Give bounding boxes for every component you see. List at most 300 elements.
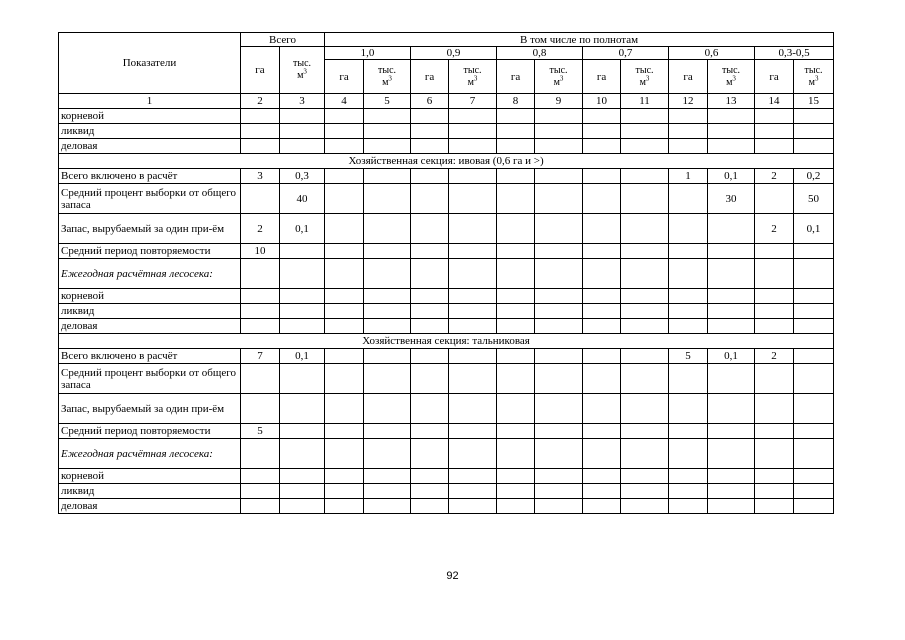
row-label: корневой xyxy=(59,469,241,484)
table-cell xyxy=(708,484,755,499)
table-cell xyxy=(794,349,834,364)
table-cell xyxy=(241,499,280,514)
table-cell: 0,1 xyxy=(280,349,325,364)
table-cell xyxy=(535,364,583,394)
table-cell xyxy=(755,469,794,484)
table-cell xyxy=(449,304,497,319)
table-cell xyxy=(794,109,834,124)
table-cell xyxy=(535,394,583,424)
table-cell xyxy=(280,319,325,334)
unit-m-label: м xyxy=(553,76,560,88)
unit-vol-label: тыс. xyxy=(722,64,741,76)
table-cell xyxy=(708,439,755,469)
table-cell xyxy=(325,304,364,319)
table-cell xyxy=(325,469,364,484)
table-cell xyxy=(364,319,411,334)
table-cell xyxy=(411,439,449,469)
table-cell xyxy=(325,184,364,214)
table-cell xyxy=(364,349,411,364)
unit-m-label: м xyxy=(639,76,646,88)
table-cell xyxy=(411,484,449,499)
table-cell xyxy=(621,109,669,124)
table-row xyxy=(59,349,834,364)
table-cell xyxy=(241,304,280,319)
total-header: Всего xyxy=(241,33,325,47)
density-group-header: 0,3-0,5 xyxy=(755,47,834,60)
density-ha-header: га xyxy=(497,60,535,94)
table-cell xyxy=(621,424,669,439)
table-cell xyxy=(755,319,794,334)
table-cell xyxy=(497,124,535,139)
table-cell xyxy=(535,319,583,334)
table-cell xyxy=(411,304,449,319)
table-row xyxy=(59,424,834,439)
density-ha-header: га xyxy=(755,60,794,94)
density-ha-header: га xyxy=(411,60,449,94)
column-number: 10 xyxy=(583,94,621,109)
table-cell xyxy=(364,364,411,394)
table-cell xyxy=(621,499,669,514)
density-vol-header xyxy=(535,60,583,94)
table-cell xyxy=(794,289,834,304)
table-row xyxy=(59,214,834,244)
table-cell xyxy=(497,304,535,319)
table-cell xyxy=(325,484,364,499)
row-label: Средний период повторяемости xyxy=(59,424,241,439)
table-cell xyxy=(708,394,755,424)
column-number-row xyxy=(59,94,834,109)
indicators-header: Показатели xyxy=(59,33,241,94)
table-cell xyxy=(280,469,325,484)
table-cell xyxy=(364,424,411,439)
table-cell xyxy=(497,319,535,334)
density-vol-header xyxy=(364,60,411,94)
table-cell xyxy=(449,139,497,154)
table-cell xyxy=(497,349,535,364)
table-cell xyxy=(669,424,708,439)
table-cell xyxy=(411,499,449,514)
table-cell xyxy=(621,124,669,139)
total-ha-header: га xyxy=(241,47,280,94)
table-cell xyxy=(621,484,669,499)
table-cell xyxy=(583,469,621,484)
table-cell: 7 xyxy=(241,349,280,364)
table-cell xyxy=(497,184,535,214)
unit-m-sup: 3 xyxy=(732,74,736,83)
table-cell xyxy=(621,244,669,259)
table-cell xyxy=(411,139,449,154)
density-ha-header: га xyxy=(669,60,708,94)
table-cell xyxy=(449,109,497,124)
unit-m-label: м xyxy=(808,76,815,88)
section-row xyxy=(59,154,834,169)
table-cell xyxy=(669,439,708,469)
table-row xyxy=(59,499,834,514)
table-cell xyxy=(669,109,708,124)
table-cell xyxy=(755,364,794,394)
table-cell xyxy=(583,439,621,469)
unit-vol-label: тыс. xyxy=(463,64,482,76)
table-cell xyxy=(535,289,583,304)
table-cell xyxy=(497,424,535,439)
table-row xyxy=(59,394,834,424)
unit-vol-label: тыс. xyxy=(292,58,312,69)
table-cell xyxy=(325,394,364,424)
unit-m-sup: 3 xyxy=(645,74,650,83)
table-cell xyxy=(583,394,621,424)
unit-m-sup: 3 xyxy=(814,74,819,83)
table-cell xyxy=(364,214,411,244)
table-cell xyxy=(280,124,325,139)
table-row xyxy=(59,319,834,334)
column-number: 2 xyxy=(241,94,280,109)
table-row xyxy=(59,469,834,484)
unit-vol-label: тыс. xyxy=(549,64,568,76)
table-cell xyxy=(325,109,364,124)
table-cell xyxy=(755,424,794,439)
table-row xyxy=(59,169,834,184)
table-cell xyxy=(583,484,621,499)
table-cell xyxy=(669,214,708,244)
table-cell xyxy=(497,109,535,124)
table-cell: 0,2 xyxy=(794,169,834,184)
table-cell xyxy=(325,319,364,334)
table-cell xyxy=(364,484,411,499)
table-cell xyxy=(669,319,708,334)
table-cell xyxy=(497,289,535,304)
table-cell: 2 xyxy=(241,214,280,244)
table-cell xyxy=(411,244,449,259)
table-row xyxy=(59,124,834,139)
table-cell xyxy=(449,364,497,394)
table-cell xyxy=(280,424,325,439)
column-number: 15 xyxy=(794,94,834,109)
table-cell: 2 xyxy=(755,349,794,364)
table-cell xyxy=(449,319,497,334)
table-cell xyxy=(755,124,794,139)
table-cell xyxy=(583,424,621,439)
row-label: Средний период повторяемости xyxy=(59,244,241,259)
table-cell xyxy=(411,424,449,439)
table-cell xyxy=(325,499,364,514)
row-label: Ежегодная расчётная лесосека: xyxy=(59,439,241,469)
table-cell xyxy=(535,304,583,319)
table-cell xyxy=(241,259,280,289)
table-cell xyxy=(794,319,834,334)
table-cell xyxy=(583,214,621,244)
total-vol-header xyxy=(280,47,325,94)
table-cell xyxy=(583,109,621,124)
table-cell xyxy=(794,259,834,289)
table-cell xyxy=(497,439,535,469)
table-cell xyxy=(449,439,497,469)
table-cell xyxy=(708,124,755,139)
density-vol-header xyxy=(621,60,669,94)
table-cell xyxy=(280,364,325,394)
density-ha-header: га xyxy=(325,60,364,94)
table-cell xyxy=(669,304,708,319)
table-cell xyxy=(449,214,497,244)
table-cell xyxy=(241,484,280,499)
density-group-header: 0,9 xyxy=(411,47,497,60)
table-cell xyxy=(794,439,834,469)
table-cell xyxy=(794,304,834,319)
table-cell xyxy=(583,124,621,139)
table-cell: 2 xyxy=(755,214,794,244)
table-cell xyxy=(280,499,325,514)
table-cell xyxy=(794,364,834,394)
unit-vol-label: тыс. xyxy=(635,64,654,76)
table-cell xyxy=(535,259,583,289)
table-cell xyxy=(755,184,794,214)
table-cell xyxy=(280,289,325,304)
row-label: ликвид xyxy=(59,484,241,499)
table-cell xyxy=(794,124,834,139)
table-cell xyxy=(755,484,794,499)
table-cell: 10 xyxy=(241,244,280,259)
table-cell xyxy=(325,424,364,439)
table-cell xyxy=(755,304,794,319)
table-cell xyxy=(583,364,621,394)
table-cell xyxy=(621,214,669,244)
row-label: Запас, вырубаемый за один при-ём xyxy=(59,394,241,424)
table-cell xyxy=(280,259,325,289)
table-cell xyxy=(364,139,411,154)
table-cell xyxy=(708,214,755,244)
table-cell xyxy=(364,469,411,484)
table-cell xyxy=(708,319,755,334)
column-number: 7 xyxy=(449,94,497,109)
table-cell xyxy=(669,259,708,289)
table-cell xyxy=(535,184,583,214)
table-cell xyxy=(411,319,449,334)
table-cell xyxy=(497,484,535,499)
table-cell xyxy=(241,439,280,469)
table-cell xyxy=(708,364,755,394)
unit-vol-label: тыс. xyxy=(378,64,397,76)
row-label: корневой xyxy=(59,289,241,304)
table-cell xyxy=(669,499,708,514)
table-cell: 0,1 xyxy=(708,349,755,364)
density-ha-header: га xyxy=(583,60,621,94)
table-cell xyxy=(325,244,364,259)
table-cell xyxy=(325,124,364,139)
header-row-1 xyxy=(59,33,834,47)
section-title: Хозяйственная секция: ивовая (0,6 га и >) xyxy=(59,154,834,169)
density-group-header: 0,7 xyxy=(583,47,669,60)
table-cell xyxy=(241,394,280,424)
table-cell xyxy=(669,469,708,484)
table-cell xyxy=(755,394,794,424)
table-row xyxy=(59,289,834,304)
table-cell xyxy=(497,364,535,394)
table-cell xyxy=(621,184,669,214)
table-row xyxy=(59,304,834,319)
by-density-header: В том числе по полнотам xyxy=(325,33,834,47)
table-cell xyxy=(794,499,834,514)
table-cell xyxy=(364,304,411,319)
unit-m-label: м xyxy=(726,76,733,88)
table-cell xyxy=(535,124,583,139)
table-cell xyxy=(535,499,583,514)
table-cell xyxy=(621,259,669,289)
table-cell xyxy=(411,124,449,139)
table-cell xyxy=(364,124,411,139)
unit-m-sup: 3 xyxy=(559,74,564,83)
table-cell xyxy=(325,364,364,394)
table-cell xyxy=(669,289,708,304)
table-cell xyxy=(325,439,364,469)
column-number: 14 xyxy=(755,94,794,109)
row-label: Всего включено в расчёт xyxy=(59,349,241,364)
table-cell xyxy=(708,289,755,304)
unit-m-label: м xyxy=(297,70,304,81)
table-cell xyxy=(449,499,497,514)
column-number: 3 xyxy=(280,94,325,109)
table-cell xyxy=(411,394,449,424)
table-cell xyxy=(708,259,755,289)
table-cell xyxy=(497,214,535,244)
table-cell xyxy=(411,289,449,304)
table-cell xyxy=(449,289,497,304)
table-cell xyxy=(669,244,708,259)
table-cell xyxy=(411,214,449,244)
table-cell xyxy=(325,349,364,364)
table-cell: 5 xyxy=(241,424,280,439)
table-cell xyxy=(364,244,411,259)
table-cell xyxy=(621,349,669,364)
table-cell xyxy=(794,139,834,154)
table-cell xyxy=(280,139,325,154)
table-cell xyxy=(449,259,497,289)
column-number: 11 xyxy=(621,94,669,109)
table-cell xyxy=(583,244,621,259)
table-cell xyxy=(794,394,834,424)
table-cell: 40 xyxy=(280,184,325,214)
row-label: деловая xyxy=(59,499,241,514)
row-label: ликвид xyxy=(59,304,241,319)
section-title: Хозяйственная секция: тальниковая xyxy=(59,334,834,349)
table-cell xyxy=(669,484,708,499)
table-cell xyxy=(755,289,794,304)
table-cell: 0,1 xyxy=(794,214,834,244)
column-number: 6 xyxy=(411,94,449,109)
table-cell xyxy=(755,439,794,469)
table-cell xyxy=(364,109,411,124)
table-cell xyxy=(583,349,621,364)
table-cell xyxy=(535,109,583,124)
table-cell xyxy=(241,289,280,304)
table-cell xyxy=(535,169,583,184)
table-cell xyxy=(583,304,621,319)
table-cell xyxy=(583,259,621,289)
row-label: деловая xyxy=(59,139,241,154)
table-cell xyxy=(708,109,755,124)
table-cell xyxy=(669,364,708,394)
table-cell xyxy=(280,439,325,469)
table-cell xyxy=(621,289,669,304)
table-cell xyxy=(449,124,497,139)
table-cell xyxy=(583,319,621,334)
row-label: корневой xyxy=(59,109,241,124)
table-row xyxy=(59,439,834,469)
table-cell xyxy=(708,499,755,514)
table-cell xyxy=(449,394,497,424)
table-cell xyxy=(364,289,411,304)
table-cell xyxy=(449,484,497,499)
table-cell xyxy=(535,439,583,469)
table-cell xyxy=(621,319,669,334)
table-cell xyxy=(794,469,834,484)
table-cell: 1 xyxy=(669,169,708,184)
density-group-header: 0,6 xyxy=(669,47,755,60)
table-cell xyxy=(669,139,708,154)
table-cell: 0,1 xyxy=(708,169,755,184)
table-row xyxy=(59,184,834,214)
column-number: 8 xyxy=(497,94,535,109)
table-cell xyxy=(241,469,280,484)
table-cell xyxy=(755,244,794,259)
table-cell xyxy=(708,469,755,484)
table-cell: 30 xyxy=(708,184,755,214)
table-row xyxy=(59,109,834,124)
table-cell xyxy=(621,304,669,319)
table-cell xyxy=(583,289,621,304)
table-cell xyxy=(621,169,669,184)
table-cell xyxy=(621,364,669,394)
table-cell xyxy=(621,469,669,484)
table-cell xyxy=(535,214,583,244)
density-group-header: 0,8 xyxy=(497,47,583,60)
table-cell xyxy=(621,439,669,469)
table-cell: 5 xyxy=(669,349,708,364)
table-cell xyxy=(449,424,497,439)
table-cell xyxy=(497,259,535,289)
table-cell xyxy=(755,499,794,514)
table-cell xyxy=(411,169,449,184)
table-cell xyxy=(755,139,794,154)
table-cell xyxy=(621,394,669,424)
table-cell xyxy=(449,469,497,484)
table-cell xyxy=(411,469,449,484)
table-cell xyxy=(364,259,411,289)
table-cell xyxy=(583,499,621,514)
table-cell xyxy=(497,394,535,424)
table-cell xyxy=(411,109,449,124)
table-cell: 50 xyxy=(794,184,834,214)
table-cell xyxy=(497,139,535,154)
section-row xyxy=(59,334,834,349)
table-cell xyxy=(708,244,755,259)
row-label: Ежегодная расчётная лесосека: xyxy=(59,259,241,289)
table-cell xyxy=(325,289,364,304)
table-cell xyxy=(411,364,449,394)
table-cell xyxy=(535,424,583,439)
table-cell xyxy=(364,184,411,214)
column-number: 12 xyxy=(669,94,708,109)
table-cell xyxy=(535,469,583,484)
table-cell xyxy=(280,109,325,124)
column-number: 13 xyxy=(708,94,755,109)
table-cell xyxy=(708,424,755,439)
table-cell: 3 xyxy=(241,169,280,184)
row-label: деловая xyxy=(59,319,241,334)
table-cell xyxy=(794,484,834,499)
table-cell xyxy=(411,349,449,364)
table-cell xyxy=(241,139,280,154)
table-cell xyxy=(708,139,755,154)
table-cell xyxy=(669,394,708,424)
